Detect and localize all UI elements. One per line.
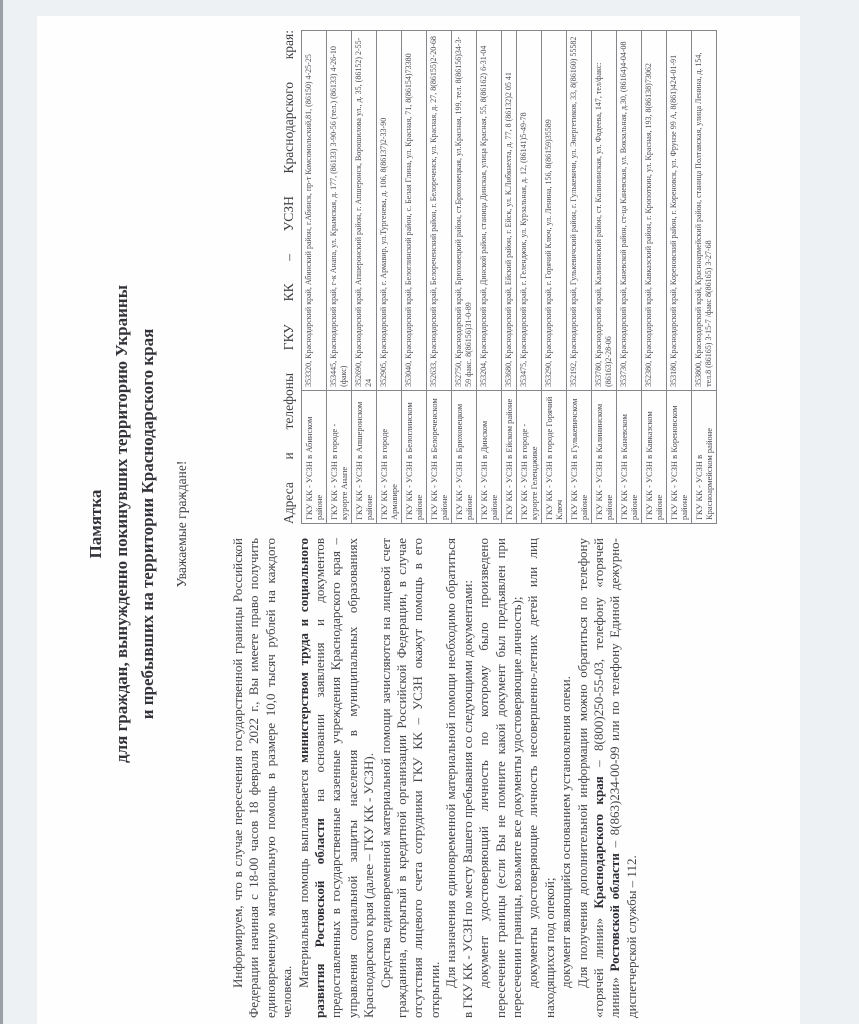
table-row [542,31,567,524]
office-name-cell: ГКУ КК - УСЗН в Каневском районе [617,390,642,523]
text-segment: Материальная помощь выплачивается [295,762,311,988]
office-address-cell: 352192, Краснодарский край, Гулькевичский район, г. Гулькевичи, ул. Энергетиков, 33, 8(86160) 55582 [567,31,592,391]
table-row [352,31,377,524]
table-row [302,31,327,524]
paragraph [230,538,296,1018]
text-segment: Информируем, что в случае пересечения государственной границы Российской Федерации начиная с 18-00 часов 18 февраля 2022 г., Вы имеете право получить единовременную материальную помощь в размере 10,0 тысяч рублей на каждого человека. [230,538,295,1018]
table-row [377,31,402,524]
title-line-2: для граждан, вынужденно покинувших территорию Украины [112,285,131,763]
paragraph [378,538,444,1018]
paragraph [296,538,378,1018]
office-name-cell: ГКУ КК - УСЗН в Брюховецком районе [452,390,477,523]
text-segment: Средства единовременной материальной помощи зачисляются на лицевой счет гражданина, открытый в кредитной организации Российской Федерации, в случае отсутствия лицевого счета сотрудники ГКУ КК – УСЗН окажут помощь в его открытии. [377,538,442,1018]
office-address-cell: 353180, Краснодарский край, Кореновский район, г. Кореновск, ул. Фрунзе 99 А, 8(861)424-01-91 [667,31,692,391]
office-name-cell: ГКУ КК - УСЗН в городе - курорте Анапе [327,390,352,523]
scanned-page [37,16,800,1024]
office-name-cell: ГКУ КК - УСЗН в Красноармейском районе [692,390,717,523]
table-row [402,31,427,524]
title-line-3: и пребывших на территории Краснодарского края [138,328,157,720]
title-line-1: Памятка [86,489,105,559]
office-name-cell: ГКУ КК - УСЗН в Апшеронском районе [352,390,377,523]
table-row [692,31,717,524]
office-name-cell: ГКУ КК - УСЗН в Ейском районе [502,390,517,523]
office-address-cell: 353040, Краснодарский край, Белоглинский район, с. Белая Глина, ул. Красная, 71, 8(86154)73380 [402,31,427,391]
body-text-column [230,538,717,1018]
text-segment: документ удостоверяющий личность по которому было произведено пересечение границы (если Вы не помните какой документ был предъявлен при пересечении границы, возьмите все документы удостоверяющие личность); [476,538,524,1018]
office-address-cell: 353475, Краснодарский край, г. Геленджик, ул. Курзальная, д. 12, (86141)5-49-78 [517,31,542,391]
office-address-cell: 353204, Краснодарский край, Динской район, станица Динская, улица Красная, 55, 8(86162) 6-31-04 [477,31,502,391]
contacts-table [301,30,717,524]
contacts-table-heading: Адреса и телефоны ГКУ КК – УСЗН Краснодарского края: [281,30,296,524]
text-segment: документы удостоверяющие личность несовершенно-летних детей или лиц находящихся под опекой; [525,538,557,1018]
office-address-cell: 352380, Краснодарский край, Кавказский район, г. Кропоткин, ул. Красная, 193, 8(86138)73062 [642,31,667,391]
office-address-cell: 353730, Краснодарский край, Каневской район, ст-ца Каневская, ул. Вокзальная, д.30, (86164)4-04-08 [617,31,642,391]
table-row [477,31,502,524]
rotated-document [37,16,800,1024]
office-name-cell: ГКУ КК - УСЗН в Кореновском районе [667,390,692,523]
paragraph [443,538,476,1018]
bold-text-segment: министерством труда и социального развития Ростовской области [295,538,328,1018]
paragraph [575,538,641,1018]
paragraph [525,538,558,1018]
table-row [642,31,667,524]
office-name-cell: ГКУ КК - УСЗН в Калининском районе [592,390,617,523]
office-name-cell: ГКУ КК - УСЗН в городе Горячий Ключ [542,390,567,523]
office-name-cell: ГКУ КК - УСЗН в городе - курорте Геленджике [517,390,542,523]
office-address-cell: 352690, Краснодарский край, Апшеронский район, г. Апшеронск, Ворошилова ул., д. 35, (86152) 2-55-24 [352,31,377,391]
salutation: Уважаемые граждане! [174,460,189,588]
table-row [327,31,352,524]
table-row [592,31,617,524]
paragraph [558,538,574,1018]
office-address-cell: 353680, Краснодарский край, Ейский район, г. Ейск, ул. К.Либкнехта, д. 77, 8 (86132)2 05 41 [502,31,517,391]
paragraph [476,538,525,1018]
document-title [83,30,161,1018]
table-row [667,31,692,524]
office-name-cell: ГКУ КК - УСЗН в городе Армавире [377,390,402,523]
bold-text-segment: Краснодарского края [590,776,606,909]
table-row [427,31,452,524]
office-address-cell: 353445, Краснодарский край, г-к Анапа, ул. Крымская, д. 177, (86133) 3-90-56 (тел.) (86133) 4-26-10 (факс) [327,31,352,391]
office-name-cell: ГКУ КК - УСЗН в Кавказском районе [642,390,667,523]
table-row [452,31,477,524]
office-name-cell: ГКУ КК - УСЗН в Белоглинском районе [402,390,427,523]
office-address-cell: 352750, Краснодарский край, Брюховецкий район, ст.Брюховецкая, ул.Красная, 199, тел. 8(86156)34-3-59 факс. 8(86156)31-0-89 [452,31,477,391]
office-name-cell: ГКУ КК - УСЗН в Абинском районе [302,390,327,523]
office-address-cell: 353780, Краснодарский край, Калининский район, ст. Калининская, ул. Фадеева, 147, тел/факс: (86163)2-28-06 [592,31,617,391]
text-segment: документ являющийся основанием установления опеки. [558,676,574,988]
table-row [517,31,542,524]
office-name-cell: ГКУ КК - УСЗН в Белореченском районе [427,390,452,523]
table-row [617,31,642,524]
office-address-cell: 353290, Краснодарский край, г. Горячий Ключ, ул. Ленина, 156, 8(86159)35589 [542,31,567,391]
text-segment: – 8(863)234-00-99 или по телефону Единой дежурно-диспетчерской службы – 112. [607,538,639,1018]
table-row [502,31,517,524]
text-segment: Для назначения единовременной материальной помощи необходимо обратиться в ГКУ КК - УСЗН по месту Вашего пребывания со следующими документами: [443,538,475,1018]
office-address-cell: 352905, Краснодарский край, г. Армавир, ул.Тургенева, д. 106, 8(86137)2-33-90 [377,31,402,391]
contacts-column [280,30,717,524]
text-segment: на основании заявления и документов предоставленных в государственные казенные учреждения Краснодарского края – управления социальной защиты населения в муниципальных образованиях Краснодарского края (далее – ГКУ КК - УСЗН). [312,538,377,1018]
office-name-cell: ГКУ КК - УСЗН в Динском районе [477,390,502,523]
office-address-cell: 353320, Краснодарский край, Абинский район, г.Абинск, пр-т Комсомольский,81, (86150) 4-25-25 [302,31,327,391]
text-segment: Для получения дополнительной информации можно обратиться по телефону «горячей линии» [574,538,606,1018]
window-edge-bar [0,0,3,1024]
content-columns [190,30,717,1018]
office-name-cell: ГКУ КК - УСЗН в Гулькевичском районе [567,390,592,523]
office-address-cell: 353800, Краснодарский край, Красноармейский район, станица Полтавская, улица Ленина, д. 154, тел.8 (86165) 3-15-7 /факс 8(86165) 3-27-68 [692,31,717,391]
office-address-cell: 352633, Краснодарский край, Белореченский район, г. Белореченск, ул. Красная, д. 27, 8(86155)2-20-68 [427,31,452,391]
table-row [567,31,592,524]
bold-text-segment: Ростовской области [607,853,623,972]
text-segment: – 8(800)250-55-03, телефону «горячей линии» [590,538,623,1018]
